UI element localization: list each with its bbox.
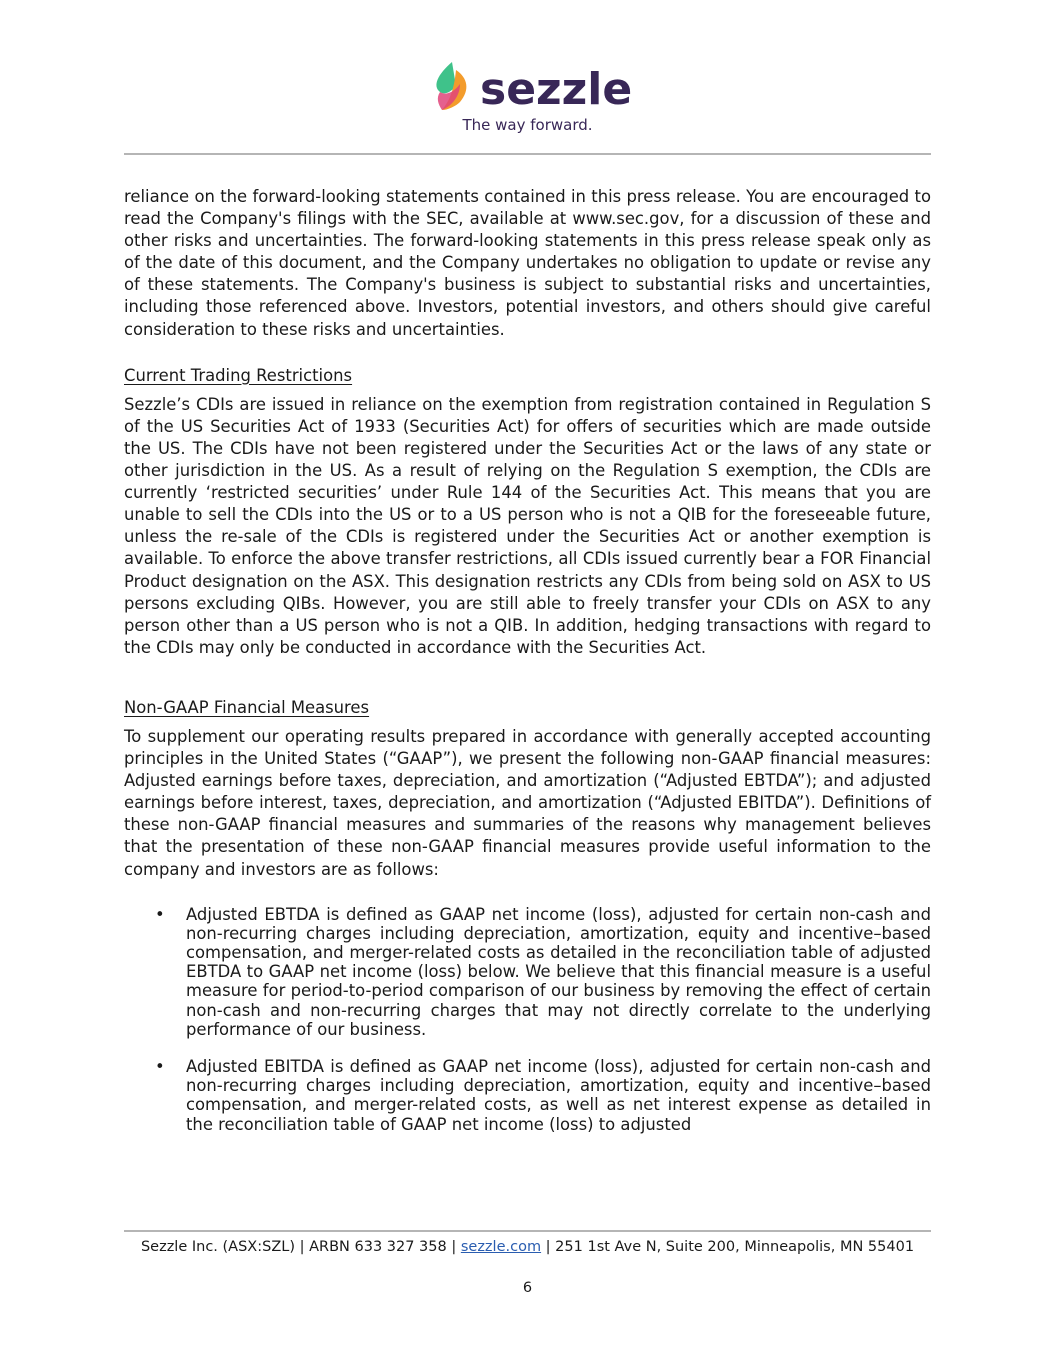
header-divider <box>124 153 931 155</box>
non-gaap-paragraph: To supplement our operating results prepared in accordance with generally accepted accounting principles in the United States (“GAAP”), we present the following non-GAAP financial measures: Adjusted earnings before taxes, depreciation, and amortization (“Adjusted EBTDA”); and adjusted earnings before interest, taxes, depreciation, and amortization (“Adjusted EBITDA”). Definitions of these non-GAAP financial measures and summaries of the reasons why management believes that the presentation of these non-GAAP financial measures provide useful information to the company and investors are as follows: <box>124 726 931 879</box>
section-heading-non-gaap: Non-GAAP Financial Measures <box>124 697 370 717</box>
list-item <box>124 1057 931 1134</box>
footer-address: | 251 1st Ave N, Suite 200, Minneapolis, MN 55401 <box>541 1239 915 1255</box>
tagline: The way forward. <box>462 116 593 134</box>
sezzle-logo-icon <box>430 60 474 112</box>
section-heading-trading-restrictions: Current Trading Restrictions <box>124 365 353 385</box>
page-footer <box>124 1239 931 1255</box>
page-content <box>124 186 931 1152</box>
footer-website-link[interactable]: sezzle.com <box>460 1239 542 1255</box>
non-gaap-definitions-list <box>124 905 931 1134</box>
list-item-text: Adjusted EBTDA is defined as GAAP net income (loss), adjusted for certain non-cash and non-recurring charges including depreciation, amortization, equity and incentive–based compensation, and merger-related costs as detailed in the reconciliation table of adjusted EBTDA to GAAP net income (loss) below. We believe that this financial measure is a useful measure for period-to-period comparison of our business by removing the effect of certain non-cash and non-recurring charges that may not directly correlate to the underlying performance of our business. <box>186 904 931 1039</box>
footer-company-info: Sezzle Inc. (ASX:SZL) | ARBN 633 327 358 | <box>140 1239 461 1255</box>
intro-paragraph: reliance on the forward-looking statements contained in this press release. You are encouraged to read the Company's filings with the SEC, available at www.sec.gov, for a discussion of these and other risks and uncertainties. The forward-looking statements in this press release speak only as of the date of this document, and the Company undertakes no obligation to update or revise any of these statements. The Company's business is subject to substantial risks and uncertainties, including those referenced above. Investors, potential investors, and others should give careful consideration to these risks and uncertainties. <box>124 187 931 339</box>
bullet-icon: • <box>155 1057 165 1077</box>
sezzle-logo <box>430 60 633 120</box>
list-item-text: Adjusted EBITDA is defined as GAAP net income (loss), adjusted for certain non-cash and non-recurring charges including depreciation, amortization, equity and incentive–based compensation, and merger-related costs, as well as net interest expense as detailed in the reconciliation table of GAAP net income (loss) to adjusted <box>186 1057 931 1134</box>
trading-restrictions-paragraph: Sezzle’s CDIs are issued in reliance on the exemption from registration contained in Regulation S of the US Securities Act of 1933 (Securities Act) for offers of securities which are made outside the US. The CDIs have not been registered under the Securities Act or the laws of any state or other jurisdiction in the US. As a result of relying on the Regulation S exemption, the CDIs are currently ‘restricted securities’ under Rule 144 of the Securities Act. This means that you are unable to sell the CDIs into the US or to a US person who is not a QIB for the foreseeable future, unless the re-sale of the CDIs is registered under the Securities Act or another exemption is available. To enforce the above transfer restrictions, all CDIs issued currently bear a FOR Financial Product designation on the ASX. This designation restricts any CDIs from being sold on ASX to US persons excluding QIBs. However, you are still able to freely transfer your CDIs on ASX to any person other than a US person who is not a QIB. In addition, hedging transactions with regard to the CDIs may only be conducted in accordance with the Securities Act. <box>124 394 931 657</box>
bullet-icon: • <box>155 904 165 924</box>
page-number: 6 <box>522 1280 533 1296</box>
list-item <box>124 905 931 1039</box>
logo-wordmark: sezzle <box>480 64 633 115</box>
footer-divider <box>124 1230 931 1232</box>
page-header <box>0 52 1055 152</box>
